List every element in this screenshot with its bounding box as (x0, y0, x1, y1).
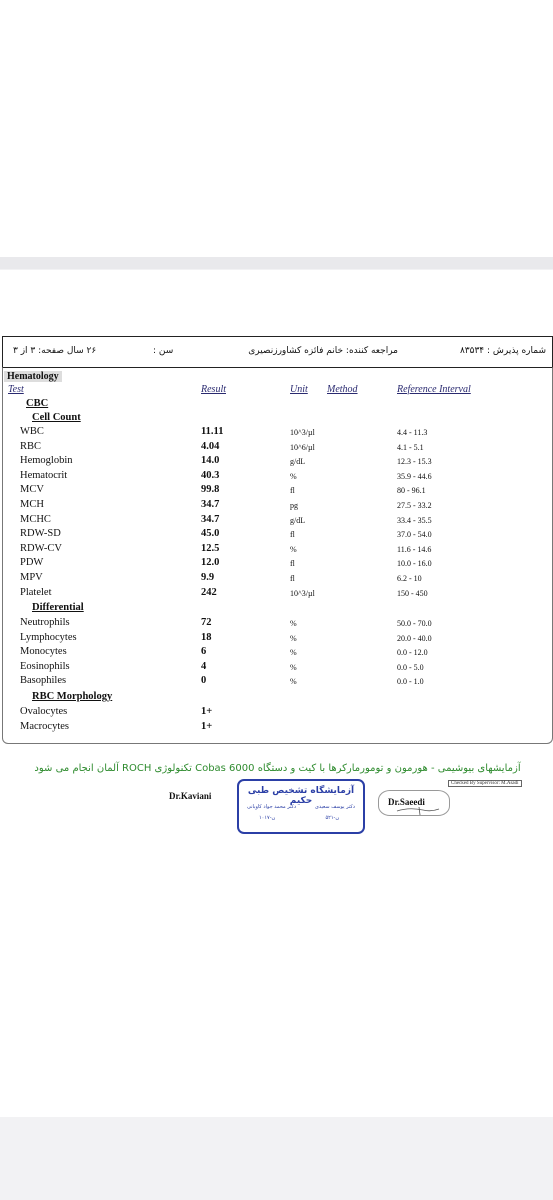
test-name: PDW (20, 557, 44, 569)
test-unit: fl (290, 486, 295, 496)
test-result: 9.9 (201, 572, 215, 583)
test-result: 242 (201, 586, 217, 598)
test-unit: % (290, 633, 297, 643)
test-reference: 80 - 96.1 (397, 486, 426, 496)
signature-scribble-icon (379, 791, 449, 815)
test-reference: 20.0 - 40.0 (397, 633, 432, 643)
table-row (3, 441, 548, 455)
test-result: 1+ (201, 720, 213, 732)
test-reference: 4.1 - 5.1 (397, 442, 424, 452)
test-unit: 10^3/µl (290, 588, 315, 598)
test-result: 4.04 (201, 440, 220, 452)
test-unit: g/dL (290, 457, 306, 467)
test-reference: 12.3 - 15.3 (397, 457, 432, 467)
test-reference: 0.0 - 12.0 (397, 648, 428, 658)
table-row (3, 617, 548, 631)
test-unit: fl (290, 574, 295, 583)
signature-kaviani: Dr.Kaviani (169, 791, 212, 801)
lab-stamp (237, 779, 365, 834)
test-name: Neutrophils (20, 617, 70, 628)
test-result: 0 (201, 675, 207, 687)
table-row (3, 528, 548, 542)
col-test: Test (8, 384, 24, 395)
test-name: Ovalocytes (20, 706, 68, 717)
col-reference: Reference Interval (397, 384, 471, 395)
page-count: ۲۶ سال صفحه: ۳ از ۳ (13, 346, 97, 356)
group-cell-count: Cell Count (32, 412, 81, 423)
group-rbc-morphology: RBC Morphology (32, 691, 113, 702)
col-result: Result (201, 384, 226, 395)
test-unit: fl (290, 530, 295, 540)
admission-number: شماره پذیرش : ۸۳۵۳۴ (459, 346, 546, 356)
col-unit: Unit (290, 384, 308, 395)
test-name: Basophiles (20, 675, 67, 687)
test-name: MPV (20, 572, 43, 583)
table-row (3, 543, 548, 557)
test-unit: g/dL (290, 515, 306, 525)
patient-name: مراجعه کننده: خانم فائزه کشاورزنصیری (248, 346, 398, 356)
stamp-number-2: ن-۵۲۱ (325, 815, 339, 821)
test-reference: 33.4 - 35.5 (397, 515, 432, 525)
section-title: Hematology (4, 371, 62, 382)
table-row (3, 706, 548, 720)
page-separator (0, 257, 553, 269)
test-name: Lymphocytes (20, 631, 77, 643)
test-reference: 11.6 - 14.6 (397, 544, 432, 554)
test-reference: 150 - 450 (397, 588, 428, 598)
report-page (0, 270, 553, 1117)
test-result: 40.3 (201, 469, 220, 481)
table-row (3, 470, 548, 484)
lab-note: آزمایشهای بیوشیمی - هورمون و تومورمارکرها با کیت و دستگاه Cobas 6000 تکنولوژی ROCH آلمان انجام می شود (34, 763, 521, 774)
table-row (3, 455, 548, 469)
test-reference: 4.4 - 11.3 (397, 428, 428, 437)
test-name: MCH (20, 499, 44, 510)
test-name: Monocytes (20, 646, 67, 658)
stamp-number-1: ن-۱۰۱۷ (259, 815, 276, 821)
test-result: 34.7 (201, 499, 220, 510)
test-name: Eosinophils (20, 660, 70, 672)
test-result: 72 (201, 617, 212, 628)
test-result: 12.0 (201, 557, 220, 569)
test-result: 11.11 (201, 426, 224, 437)
test-reference: 0.0 - 1.0 (397, 677, 424, 687)
test-reference: 27.5 - 33.2 (397, 501, 432, 510)
test-result: 4 (201, 660, 207, 672)
test-unit: % (290, 648, 297, 658)
table-row (3, 587, 548, 601)
test-unit: 10^3/µl (290, 428, 315, 437)
test-name: Platelet (20, 586, 52, 598)
test-unit: % (290, 544, 297, 554)
test-name: Hematocrit (20, 469, 68, 481)
test-unit: % (290, 662, 297, 672)
test-unit: fl (290, 559, 295, 569)
table-row (3, 484, 548, 498)
test-reference: 0.0 - 5.0 (397, 662, 424, 672)
test-result: 18 (201, 631, 212, 643)
table-row (3, 721, 548, 735)
results-table (2, 367, 553, 744)
test-unit: pg (290, 501, 298, 510)
test-reference: 35.9 - 44.6 (397, 471, 432, 481)
test-result: 6 (201, 646, 207, 658)
test-result: 14.0 (201, 455, 220, 467)
test-name: MCV (20, 484, 44, 496)
test-reference: 10.0 - 16.0 (397, 559, 432, 569)
col-method: Method (327, 384, 358, 395)
table-row (3, 499, 548, 513)
test-unit: % (290, 677, 297, 687)
test-reference: 50.0 - 70.0 (397, 619, 432, 628)
table-row (3, 514, 548, 528)
test-name: Macrocytes (20, 720, 69, 732)
stamp-lab-name: آزمایشگاه تشخیص طبی حکیم (247, 786, 355, 806)
group-differential: Differential (32, 602, 84, 613)
stamp-doctor-2: دکتر یوسف سعیدی (314, 804, 355, 810)
test-result: 1+ (201, 706, 213, 717)
test-name: RBC (20, 440, 42, 452)
group-cbc: CBC (26, 398, 49, 409)
table-row (3, 646, 548, 660)
top-blank-area (0, 0, 553, 257)
test-result: 34.7 (201, 513, 220, 525)
patient-age: سن : (153, 346, 174, 356)
checked-by-stamp: Checked By Supervisor: M.Asadi (448, 780, 522, 787)
test-unit: % (290, 471, 297, 481)
patient-header (2, 336, 553, 368)
stamp-doctor-1: دکتر محمد جواد کاویانی (247, 804, 297, 810)
table-row (3, 661, 548, 675)
test-name: Hemoglobin (20, 455, 73, 467)
table-row (3, 426, 548, 440)
test-result: 99.8 (201, 484, 220, 496)
test-result: 12.5 (201, 542, 220, 554)
table-row (3, 675, 548, 689)
test-reference: 6.2 - 10 (397, 574, 422, 583)
test-name: RDW-CV (20, 542, 62, 554)
test-unit: 10^6/µl (290, 442, 315, 452)
table-row (3, 557, 548, 571)
test-name: MCHC (20, 513, 51, 525)
test-name: WBC (20, 426, 44, 437)
test-result: 45.0 (201, 528, 220, 540)
signature-saeedi-box (378, 790, 450, 816)
test-reference: 37.0 - 54.0 (397, 530, 432, 540)
test-name: RDW-SD (20, 528, 61, 540)
signature-saeedi: Dr.Saeedi (388, 797, 425, 807)
test-unit: % (290, 619, 297, 628)
table-row (3, 572, 548, 586)
table-row (3, 632, 548, 646)
